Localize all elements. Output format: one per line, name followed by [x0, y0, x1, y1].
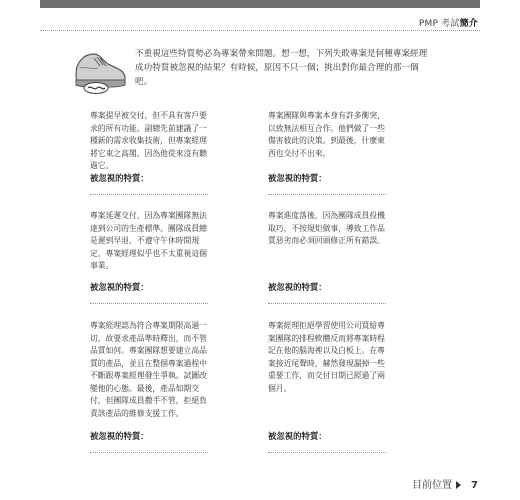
intro-paragraph: 不重視這些特質勢必為專案帶來問題。想一想，下列失敗專案是何種專案經理成功特質被忽視的結果？有時候，原因不只一個；挑出對你最合理的那一個吧。 [135, 49, 428, 87]
neglected-trait-label: 被忽視的特質： [90, 282, 149, 292]
header-divider [40, 30, 480, 31]
page-footer [412, 476, 478, 491]
page-number: 7 [471, 480, 478, 491]
answer-line [268, 303, 386, 304]
answer-line [90, 452, 208, 453]
neglected-trait-label: 被忽視的特質： [268, 282, 327, 292]
header-title: 簡介 [459, 19, 478, 29]
case-right-3: 專案經理拒絕學習使用公司買給專案團隊的排程軟體反而將專案時程記在他的腦海裡以及白板上。在專案接近尾聲時，赫然發現漏掉一些重要工作，而交付日期已經過了兩個月。 [268, 321, 385, 393]
neglected-trait-label: 被忽視的特質： [268, 173, 327, 183]
answer-line [268, 194, 386, 195]
answer-line [268, 452, 386, 453]
answer-line [90, 194, 208, 195]
neglected-trait-label: 被忽視的特質： [90, 431, 149, 441]
arrow-right-icon [456, 481, 461, 489]
case-right-1: 專案團隊與專案本身有許多衝突，以致無法相互合作。他們做了一些傷害彼此的決策。到最後，什麼東西也交付不出來。 [268, 111, 385, 158]
case-left-3: 專案經理認為符合專案期限高過一切，故要求產品準時釋出，而不管品質如何。專案團隊想要建立高品質的產品，並且在整個專案過程中不斷跟專案經理發生爭執。試圖改變他的心態。最後，產品如期交付，但團隊成員撒手不管，拒絕負責該產品的維修支援工作。 [90, 321, 207, 418]
you-are-here-link[interactable]: 目前位置 [412, 480, 453, 491]
sneaker-icon [70, 44, 130, 94]
running-header [419, 16, 478, 29]
neglected-trait-label: 被忽視的特質： [268, 431, 327, 441]
case-left-2: 專案延遲交付，因為專案團隊無法達到公司的生產標準。團隊成員總是遲到早退，不遵守午休時間規定。專案經理似乎也不太重視這個事業。 [90, 211, 207, 270]
case-left-1: 專案提早被交付，但不具有客戶要求的所有功能。副總先前建議了一種新的需求收集技術，但專案經理將它束之高閣，因為他從來沒有聽過它。 [90, 111, 207, 170]
header-prefix: PMP 考試 [418, 19, 460, 29]
top-bar [40, 0, 480, 8]
answer-line [90, 303, 208, 304]
neglected-trait-label: 被忽視的特質： [90, 173, 149, 183]
case-right-2: 專案進度落後，因為團隊成員投機取巧，不按規矩做事，導致工作品質惡劣而必須回頭修正所有錯誤。 [268, 211, 385, 245]
